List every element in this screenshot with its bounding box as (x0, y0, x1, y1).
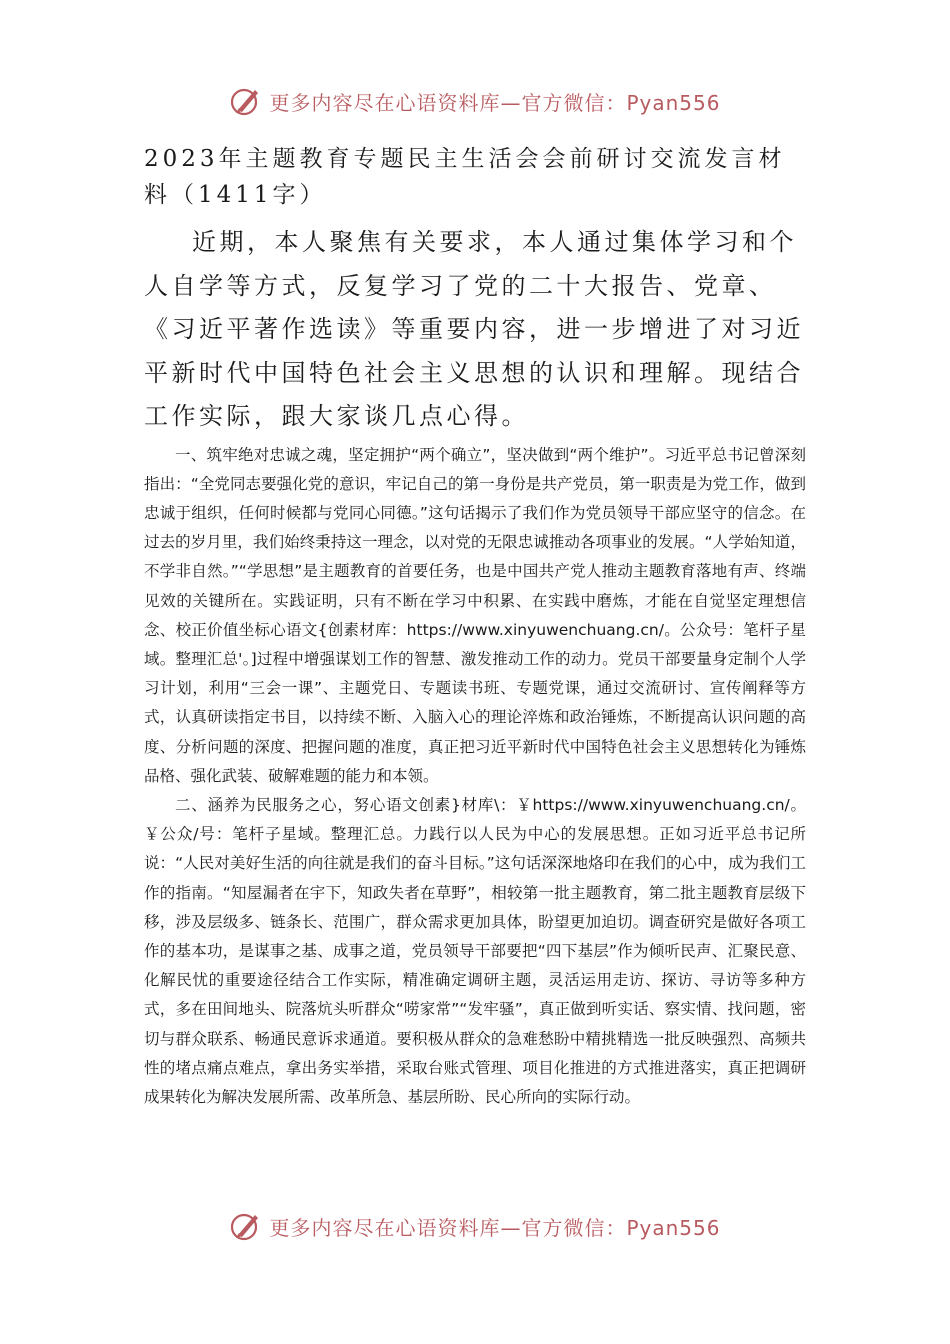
quill-pen-seal-icon (229, 1209, 263, 1243)
body-paragraph-2: 二、涵养为民服务之心，努心语文创素}材库\：￥https://www.xinyuwenchuang.cn/。￥公众/号：笔杆子星域。整理汇总。力践行以人民为中心的发展思想。正如习近平总书记所说：“人民对美好生活的向往就是我们的奋斗目标。”这句话深深地烙印在我们的心中，成为我们工作的指南。“知屋漏者在宇下，知政失者在草野”，相较第一批主题教育，第二批主题教育层级下移，涉及层级多、链条长、范围广，群众需求更加具体，盼望更加迫切。调查研究是做好各项工作的基本功，是谋事之基、成事之道，党员领导干部要把“四下基层”作为倾听民声、汇聚民意、化解民忧的重要途径结合工作实际，精准确定调研主题，灵活运用走访、探访、寻访等多种方式，多在田间地头、院落炕头听群众“唠家常”“发牢骚”，真正做到听实话、察实情、找问题，密切与群众联系、畅通民意诉求通道。要积极从群众的急难愁盼中精挑精选一批反映强烈、高频共性的堵点痛点难点，拿出务实举措，采取台账式管理、项目化推进的方式推进落实，真正把调研成果转化为解决发展所需、改革所急、基层所盼、民心所向的实际行动。 (144, 795, 806, 1106)
document-title: 2023年主题教育专题民主生活会会前研讨交流发言材料（1411字） (144, 146, 786, 208)
quill-pen-seal-icon (229, 84, 263, 118)
watermark-text: 更多内容尽在心语资料库—官方微信：Pyan556 (269, 1215, 721, 1240)
footer-watermark (0, 1209, 950, 1243)
watermark-text: 更多内容尽在心语资料库—官方微信：Pyan556 (269, 90, 721, 115)
document-body (144, 141, 806, 1112)
body-paragraph-1: 一、筑牢绝对忠诚之魂，坚定拥护“两个确立”，坚决做到“两个维护”。习近平总书记曾深刻指出：“全党同志要强化党的意识，牢记自己的第一身份是共产党员，第一职责是为党工作，做到忠诚于组织，任何时候都与党同心同德。”这句话揭示了我们作为党员领导干部应坚守的信念。在过去的岁月里，我们始终秉持这一理念，以对党的无限忠诚推动各项事业的发展。“人学始知道，不学非自然。”“学思想”是主题教育的首要任务，也是中国共产党人推动主题教育落地有声、终端见效的关键所在。实践证明，只有不断在学习中积累、在实践中磨炼，才能在自觉坚定理想信念、校正价值坐标心语文{创素材库：https://www.xinyuwenchuang.cn/。公众号：笔杆子星域。整理汇总'。]过程中增强谋划工作的智慧、激发推动工作的动力。党员干部要量身定制个人学习计划，利用“三会一课”、主题党日、专题读书班、专题党课，通过交流研讨、宣传阐释等方式，认真研读指定书目，以持续不断、入脑入心的理论淬炼和政治锤炼，不断提高认识问题的高度、分析问题的深度、把握问题的准度，真正把习近平新时代中国特色社会主义思想转化为锤炼品格、强化武装、破解难题的能力和本领。 (144, 445, 806, 785)
header-watermark (0, 84, 950, 118)
intro-paragraph: 近期，本人聚焦有关要求，本人通过集体学习和个人自学等方式，反复学习了党的二十大报告、党章、《习近平著作选读》等重要内容，进一步增进了对习近平新时代中国特色社会主义思想的认识和理解。现结合工作实际，跟大家谈几点心得。 (144, 228, 804, 430)
